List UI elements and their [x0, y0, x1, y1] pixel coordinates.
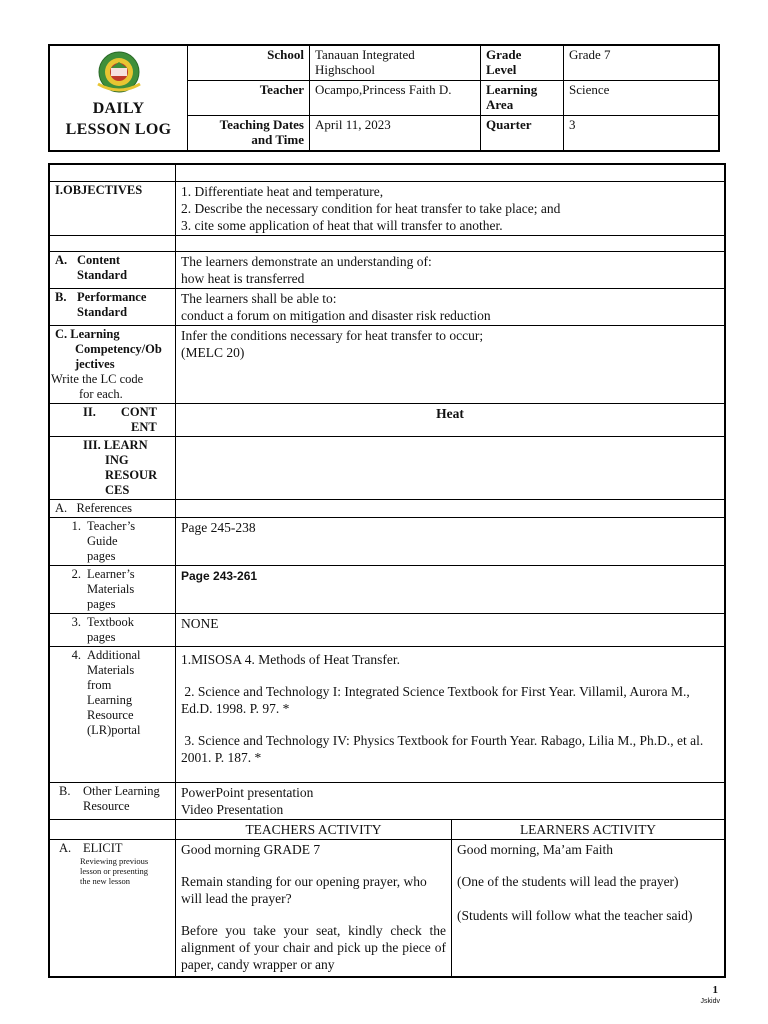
document-title-line1: DAILY — [92, 100, 145, 117]
blank-row — [49, 164, 725, 181]
quarter-value: 3 — [564, 116, 720, 152]
objective-item: 2. Describe the necessary condition for heat transfer to take place; and — [181, 200, 561, 216]
quarter-label: Quarter — [481, 116, 564, 152]
learners-activity-header: LEARNERS ACTIVITY — [452, 819, 726, 839]
performance-standard-value: The learners shall be able to: conduct a forum on mitigation and disaster risk reduction — [176, 288, 726, 325]
material-item: 1.MISOSA 4. Methods of Heat Transfer. — [181, 651, 401, 667]
material-item: 2. Science and Technology I: Integrated Science Textbook for First Year. Villamil, Aurora M., Ed.D. 1998. P. 97. * — [181, 683, 694, 716]
other-resources-label: B. Other Learning Resource — [49, 782, 176, 819]
competency-label: C. Learning Competency/Ob jectives Write the LC code for each. — [49, 325, 176, 403]
competency-row — [49, 325, 725, 403]
teacher-label: Teacher — [188, 81, 310, 116]
lesson-log-header — [48, 44, 720, 152]
objectives-list — [176, 181, 726, 235]
material-item: 3. Science and Technology IV: Physics Textbook for Fourth Year. Rabago, Lilia M., Ph.D., et al. 2001. P. 187. * — [181, 732, 707, 765]
content-standard-value: The learners demonstrate an understanding of: how heat is transferred — [176, 251, 726, 288]
school-label: School — [188, 45, 310, 81]
content-standard-row — [49, 251, 725, 288]
elicit-teacher-activity: Good morning GRADE 7 Remain standing for our opening prayer, who will lead the prayer? Before you take your seat, kindly check the alignment of your chair and pick up the piece of paper, candy wrapper or any — [176, 839, 452, 977]
teaching-dates-value: April 11, 2023 — [310, 116, 481, 152]
objective-item: 1. Differentiate heat and temperature, — [181, 183, 384, 199]
other-resources-row — [49, 782, 725, 819]
learning-resources-row — [49, 436, 725, 499]
elicit-learner-activity: Good morning, Ma’am Faith (One of the students will lead the prayer) (Students will follow what the teacher said) — [452, 839, 726, 977]
objectives-row — [49, 181, 725, 235]
title-cell — [49, 45, 188, 151]
teachers-guide-row — [49, 517, 725, 565]
teaching-dates-label: Teaching Dates and Time — [188, 116, 310, 152]
learners-materials-row — [49, 565, 725, 613]
school-value: Tanauan Integrated Highschool — [310, 45, 481, 81]
teachers-activity-header: TEACHERS ACTIVITY — [176, 819, 452, 839]
grade-level-value: Grade 7 — [564, 45, 720, 81]
performance-standard-label: B. Performance Standard — [49, 288, 176, 325]
document-title-line2: LESSON LOG — [65, 121, 172, 138]
learning-area-label: Learning Area — [481, 81, 564, 116]
learning-area-value: Science — [564, 81, 720, 116]
additional-materials-label: 4. Additional Materials from Learning Resource (LR)portal — [49, 646, 176, 782]
activity-header-row — [49, 819, 725, 839]
content-standard-label: A. Content Standard — [49, 251, 176, 288]
other-resources-value: PowerPoint presentation Video Presentation — [176, 782, 726, 819]
competency-value: Infer the conditions necessary for heat transfer to occur; (MELC 20) — [176, 325, 726, 403]
elicit-label: A. ELICIT Reviewing previous lesson or presenting the new lesson — [49, 839, 176, 977]
blank-row — [49, 235, 725, 251]
lesson-log-body — [48, 163, 726, 978]
page-number: 1 — [712, 984, 718, 996]
teachers-guide-value: Page 245-238 — [176, 517, 726, 565]
objectives-label: I.OBJECTIVES — [49, 181, 176, 235]
textbook-row — [49, 613, 725, 646]
elicit-row — [49, 839, 725, 977]
learning-resources-label: III. LEARN ING RESOUR CES — [49, 436, 176, 499]
textbook-label: 3. Textbook pages — [49, 613, 176, 646]
content-label: II. CONT ENT — [49, 403, 176, 436]
school-seal-icon — [92, 50, 146, 94]
references-row — [49, 499, 725, 517]
learners-materials-label: 2. Learner’s Materials pages — [49, 565, 176, 613]
references-label: A. References — [49, 499, 176, 517]
content-value: Heat — [176, 403, 726, 436]
learners-materials-value: Page 243-261 — [176, 565, 726, 613]
footer-mark: Jskidv — [700, 998, 720, 1005]
content-row — [49, 403, 725, 436]
textbook-value: NONE — [176, 613, 726, 646]
performance-standard-row — [49, 288, 725, 325]
teachers-guide-label: 1. Teacher’s Guide pages — [49, 517, 176, 565]
additional-materials-value — [176, 646, 726, 782]
grade-level-label: Grade Level — [481, 45, 564, 81]
objective-item: 3. cite some application of heat that will transfer to another. — [181, 217, 503, 233]
additional-materials-row — [49, 646, 725, 782]
teacher-value: Ocampo,Princess Faith D. — [310, 81, 481, 116]
